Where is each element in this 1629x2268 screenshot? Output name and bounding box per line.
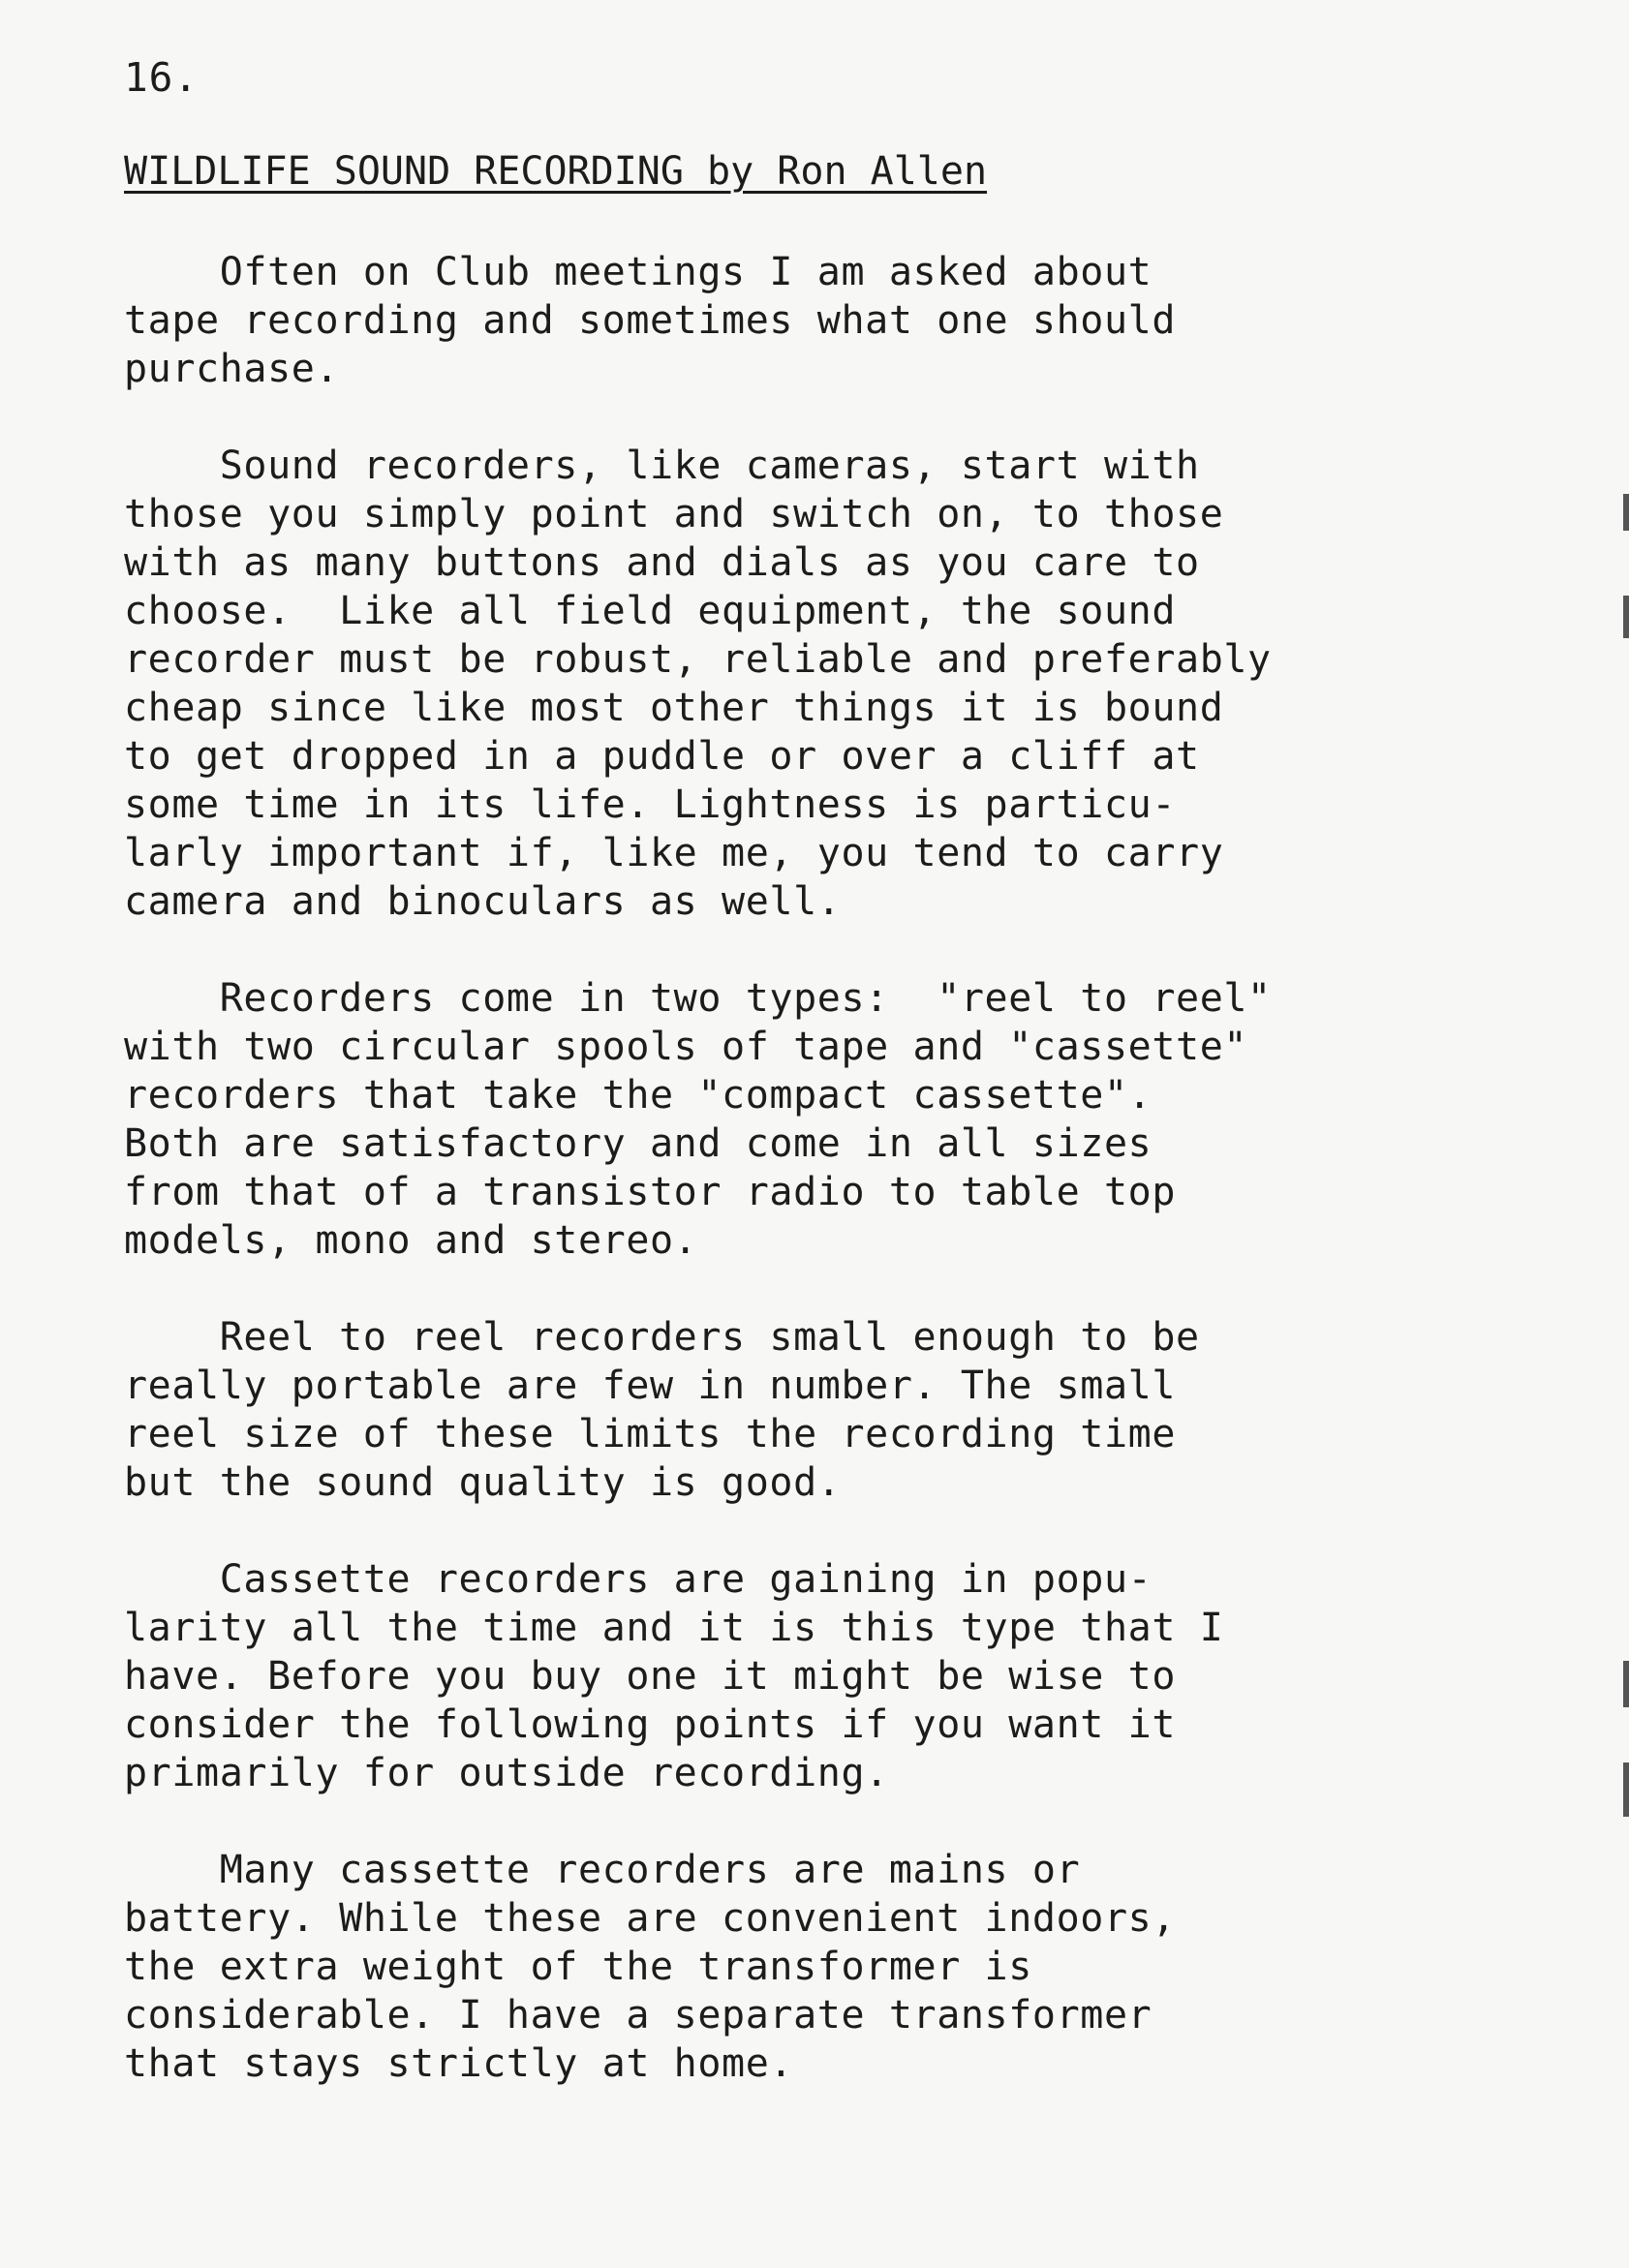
text-line: considerable. I have a separate transformer (124, 1993, 1153, 2038)
text-line: with two circular spools of tape and "cassette" (124, 1025, 1248, 1069)
text-line: Both are satisfactory and come in all sizes (124, 1121, 1153, 1166)
text-line: larity all the time and it is this type that I (124, 1606, 1224, 1650)
text-line: Recorders come in two types: "reel to reel" (124, 976, 1272, 1021)
scan-edge-mark (1623, 1661, 1629, 1707)
text-line: larly important if, like me, you tend to carry (124, 831, 1224, 875)
text-line: purchase. (124, 347, 340, 391)
text-line: have. Before you buy one it might be wise to (124, 1654, 1177, 1699)
text-line: camera and binoculars as well. (124, 879, 842, 924)
text-line: Cassette recorders are gaining in popu- (124, 1557, 1153, 1602)
text-line: to get dropped in a puddle or over a cliff at (124, 734, 1200, 779)
text-line: primarily for outside recording. (124, 1751, 889, 1795)
text-line: really portable are few in number. The small (124, 1364, 1177, 1408)
text-line: tape recording and sometimes what one should (124, 298, 1177, 343)
scan-edge-mark (1623, 494, 1629, 531)
text-line: consider the following points if you want it (124, 1702, 1177, 1747)
text-line: the extra weight of the transformer is (124, 1945, 1032, 1989)
text-line: Often on Club meetings I am asked about (124, 250, 1153, 294)
text-line: choose. Like all field equipment, the sound (124, 589, 1177, 633)
text-line: battery. While these are convenient indoors, (124, 1896, 1177, 1941)
text-line: reel size of these limits the recording time (124, 1412, 1177, 1456)
text-line: Reel to reel recorders small enough to be (124, 1315, 1200, 1360)
text-line: Sound recorders, like cameras, start with (124, 444, 1200, 488)
text-line: some time in its life. Lightness is particu- (124, 782, 1177, 827)
text-line: but the sound quality is good. (124, 1460, 842, 1505)
text-line: recorders that take the "compact cassette". (124, 1073, 1153, 1118)
text-line: that stays strictly at home. (124, 2041, 794, 2086)
scan-edge-mark (1623, 1762, 1629, 1817)
text-line: models, mono and stereo. (124, 1218, 698, 1263)
article-title: WILDLIFE SOUND RECORDING by Ron Allen (124, 149, 988, 194)
page-number: 16. (124, 54, 200, 101)
text-line: from that of a transistor radio to table top (124, 1170, 1177, 1214)
text-line: those you simply point and switch on, to those (124, 492, 1224, 536)
text-line: recorder must be robust, reliable and preferably (124, 637, 1272, 682)
scan-edge-mark (1623, 596, 1629, 638)
text-line: Many cassette recorders are mains or (124, 1848, 1081, 1892)
text-line: cheap since like most other things it is bound (124, 686, 1224, 730)
text-line: with as many buttons and dials as you care to (124, 540, 1200, 585)
